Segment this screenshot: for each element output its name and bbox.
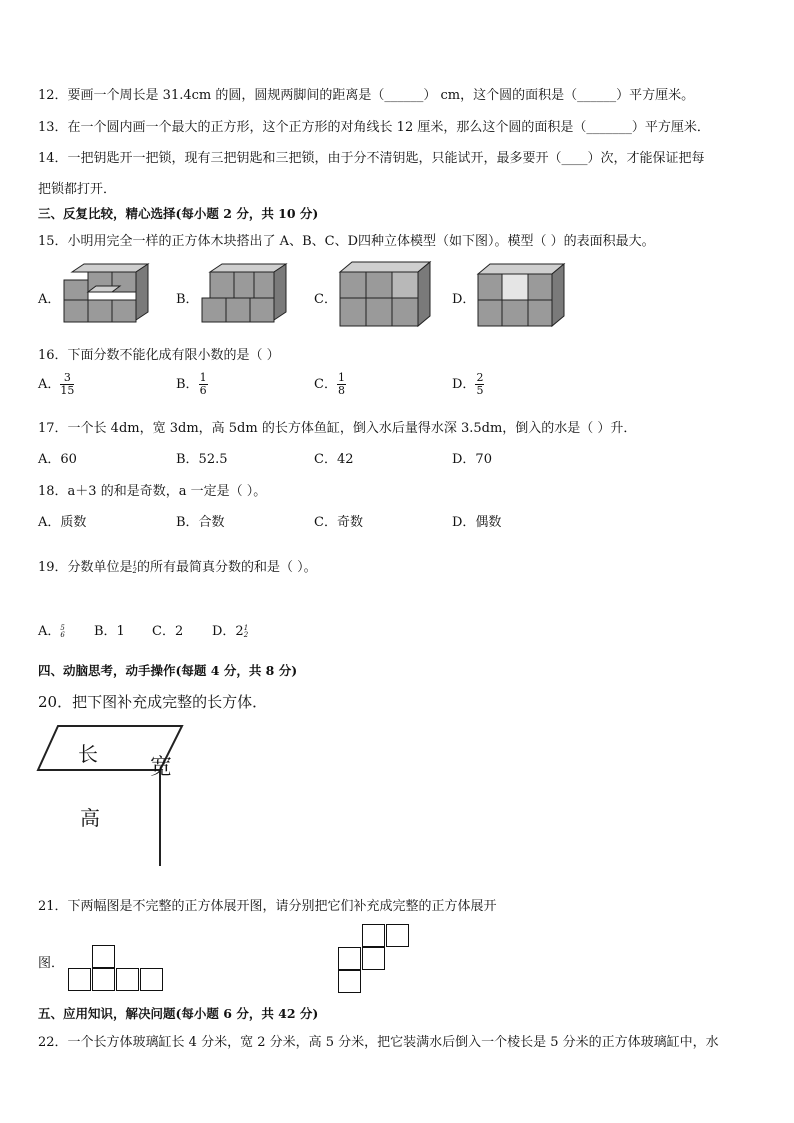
section-4-heading: 四、动脑思考，动手操作(每题 4 分，共 8 分)	[38, 663, 298, 678]
q16-option-c: C． $\frac{1}{8}$	[314, 371, 345, 397]
question-14-line2: 把锁都打开．	[38, 182, 117, 197]
q15-option-d: D．	[452, 292, 476, 307]
question-15: 15．小明用完全一样的正方体木块搭出了 A、B、C、D四种立体模型（如下图）。模型（ ）的表面积最大。	[38, 234, 655, 249]
q16-option-a: A． $\frac{3}{15}$	[38, 371, 75, 397]
q19-option-c: C．2	[152, 624, 184, 639]
q18-option-a: A．质数	[38, 515, 87, 530]
model-a-figure	[62, 262, 152, 328]
model-b-figure	[200, 262, 290, 328]
net-cell	[338, 947, 361, 970]
section-5-heading: 五、应用知识，解决问题(每小题 6 分，共 42 分)	[38, 1006, 319, 1021]
model-c-figure	[338, 260, 432, 330]
q17-option-b: B．52.5	[176, 452, 228, 467]
question-16: 16．下面分数不能化成有限小数的是（ ）	[38, 348, 280, 363]
label-length: 长	[78, 742, 98, 766]
net-cell	[386, 924, 409, 947]
question-12: 12．要画一个周长是 31.4cm 的圆，圆规两脚间的距离是（______） cm，这个圆的面积是（______）平方厘米。	[38, 88, 695, 103]
net-cell	[92, 945, 115, 968]
question-13: 13．在一个圆内画一个最大的正方形，这个正方形的对角线长 12 厘米，那么这个圆的面积是（_______）平方厘米．	[38, 120, 710, 135]
q16-option-d: D． $\frac{2}{5}$	[452, 371, 484, 397]
question-21-line1: 21．下两幅图是不完整的正方体展开图，请分别把它们补充成完整的正方体展开	[38, 899, 497, 914]
q19-option-d: D．2 1 2	[212, 623, 249, 639]
net-cell	[140, 968, 163, 991]
q15-option-a: A．	[38, 292, 61, 307]
q18-option-c: C．奇数	[314, 515, 363, 530]
question-18: 18．a＋3 的和是奇数，a 一定是（ ）。	[38, 484, 267, 499]
q18-option-b: B．合数	[176, 515, 225, 530]
q17-option-a: A．60	[38, 452, 77, 467]
q19-option-a: A． 5 6	[38, 623, 65, 639]
question-17: 17．一个长 4dm，宽 3dm，高 5dm 的长方体鱼缸，倒入水后量得水深 3.5dm，倒入的水是（ ）升．	[38, 421, 637, 436]
label-width: 宽	[150, 755, 173, 780]
net-cell	[92, 968, 115, 991]
label-height: 高	[80, 806, 100, 830]
model-d-figure	[476, 262, 568, 328]
question-22: 22．一个长方体玻璃缸长 4 分米，宽 2 分米，高 5 分米，把它装满水后倒入一个棱长是 5 分米的正方体玻璃缸中，水	[38, 1035, 719, 1050]
q20-cuboid-figure	[36, 720, 236, 870]
q15-option-c: C．	[314, 292, 337, 307]
net-cell	[362, 924, 385, 947]
section-3-heading: 三、反复比较，精心选择(每小题 2 分，共 10 分)	[38, 206, 319, 221]
net-cell	[68, 968, 91, 991]
net-cell	[338, 970, 361, 993]
q18-option-d: D．偶数	[452, 515, 502, 530]
question-21-line2: 图．	[38, 956, 65, 971]
q19-option-b: B．1	[94, 624, 125, 639]
q16-option-b: B． $\frac{1}{6}$	[176, 371, 207, 397]
q17-option-d: D．70	[452, 452, 492, 467]
question-14-line1: 14．一把钥匙开一把锁，现有三把钥匙和三把锁，由于分不清钥匙，只能试开，最多要开（____）次，才能保证把每	[38, 151, 705, 166]
question-19: 19．分数单位是 1 2 的所有最简真分数的和是（ ）。	[38, 559, 317, 575]
q15-option-b: B．	[176, 292, 199, 307]
net-cell	[362, 947, 385, 970]
question-20: 20．把下图补充成完整的长方体．	[38, 693, 268, 711]
q17-option-c: C．42	[314, 452, 354, 467]
net-cell	[116, 968, 139, 991]
